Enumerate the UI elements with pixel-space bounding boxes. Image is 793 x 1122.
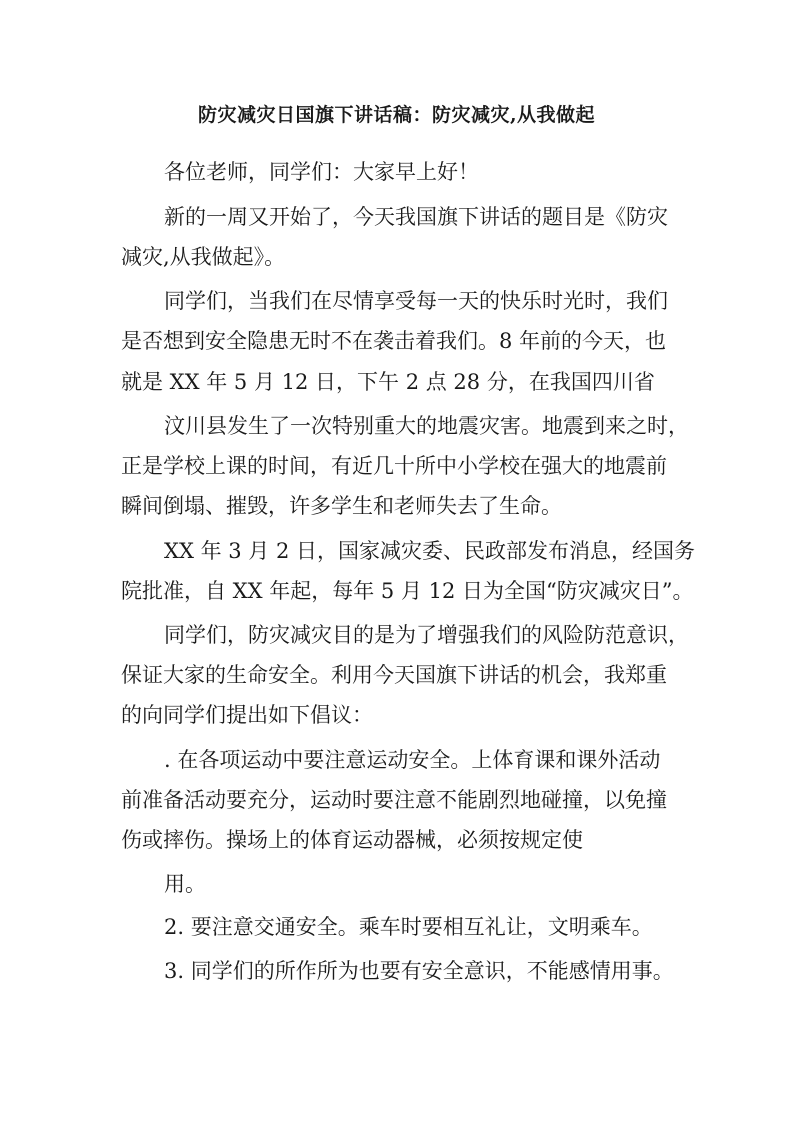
paragraph-line-safety-2: 是否想到安全隐患无时不在袭击着我们。8 年前的今天，也: [121, 329, 667, 353]
document-title: 防灾减灾日国旗下讲话稿：防灾减灾,从我做起: [197, 104, 596, 126]
paragraph-line-quake-2: 正是学校上课的时间，有近几十所中小学校在强大的地震前: [121, 454, 667, 478]
paragraph-line-topic-1: 新的一周又开始了，今天我国旗下讲话的题目是《防灾: [164, 205, 668, 229]
faint-watermark: [121, 1003, 361, 1021]
paragraph-line-sports-3: 伤或摔伤。操场上的体育运动器械，必须按规定使: [121, 828, 583, 852]
paragraph-line-safety-3: 就是 XX 年 5 月 12 日，下午 2 点 28 分，在我国四川省: [121, 370, 655, 394]
paragraph-line-safety-1: 同学们，当我们在尽情享受每一天的快乐时光时，我们: [164, 289, 668, 313]
paragraph-line-quake-3: 瞬间倒塌、摧毁，许多学生和老师失去了生命。: [121, 494, 562, 518]
paragraph-line-sports-1: . 在各项运动中要注意运动安全。上体育课和课外活动: [164, 748, 661, 772]
paragraph-line-purpose-2: 保证大家的生命安全。利用今天国旗下讲话的机会，我郑重: [121, 663, 667, 687]
paragraph-line-quake-1: 汶川县发生了一次特别重大的地震灾害。地震到来之时，: [164, 414, 689, 438]
paragraph-line-awareness: 3. 同学们的所作所为也要有安全意识，不能感情用事。: [164, 959, 674, 983]
paragraph-line-greeting: 各位老师，同学们：大家早上好！: [164, 160, 479, 184]
paragraph-line-traffic: 2. 要注意交通安全。乘车时要相互礼让，文明乘车。: [164, 915, 653, 939]
paragraph-line-purpose-1: 同学们，防灾减灾目的是为了增强我们的风险防范意识，: [164, 623, 689, 647]
paragraph-line-day-2: 院批准，自 XX 年起，每年 5 月 12 日为全国“防灾减灾日”。: [121, 579, 694, 603]
paragraph-line-day-1: XX 年 3 月 2 日，国家减灾委、民政部发布消息，经国务: [164, 539, 695, 563]
paragraph-line-topic-2: 减灾,从我做起》。: [121, 245, 286, 269]
paragraph-line-sports-4: 用。: [164, 872, 206, 896]
paragraph-line-sports-2: 前准备活动要充分，运动时要注意不能剧烈地碰撞，以免撞: [121, 788, 667, 812]
paragraph-line-purpose-3: 的向同学们提出如下倡议：: [121, 703, 373, 727]
